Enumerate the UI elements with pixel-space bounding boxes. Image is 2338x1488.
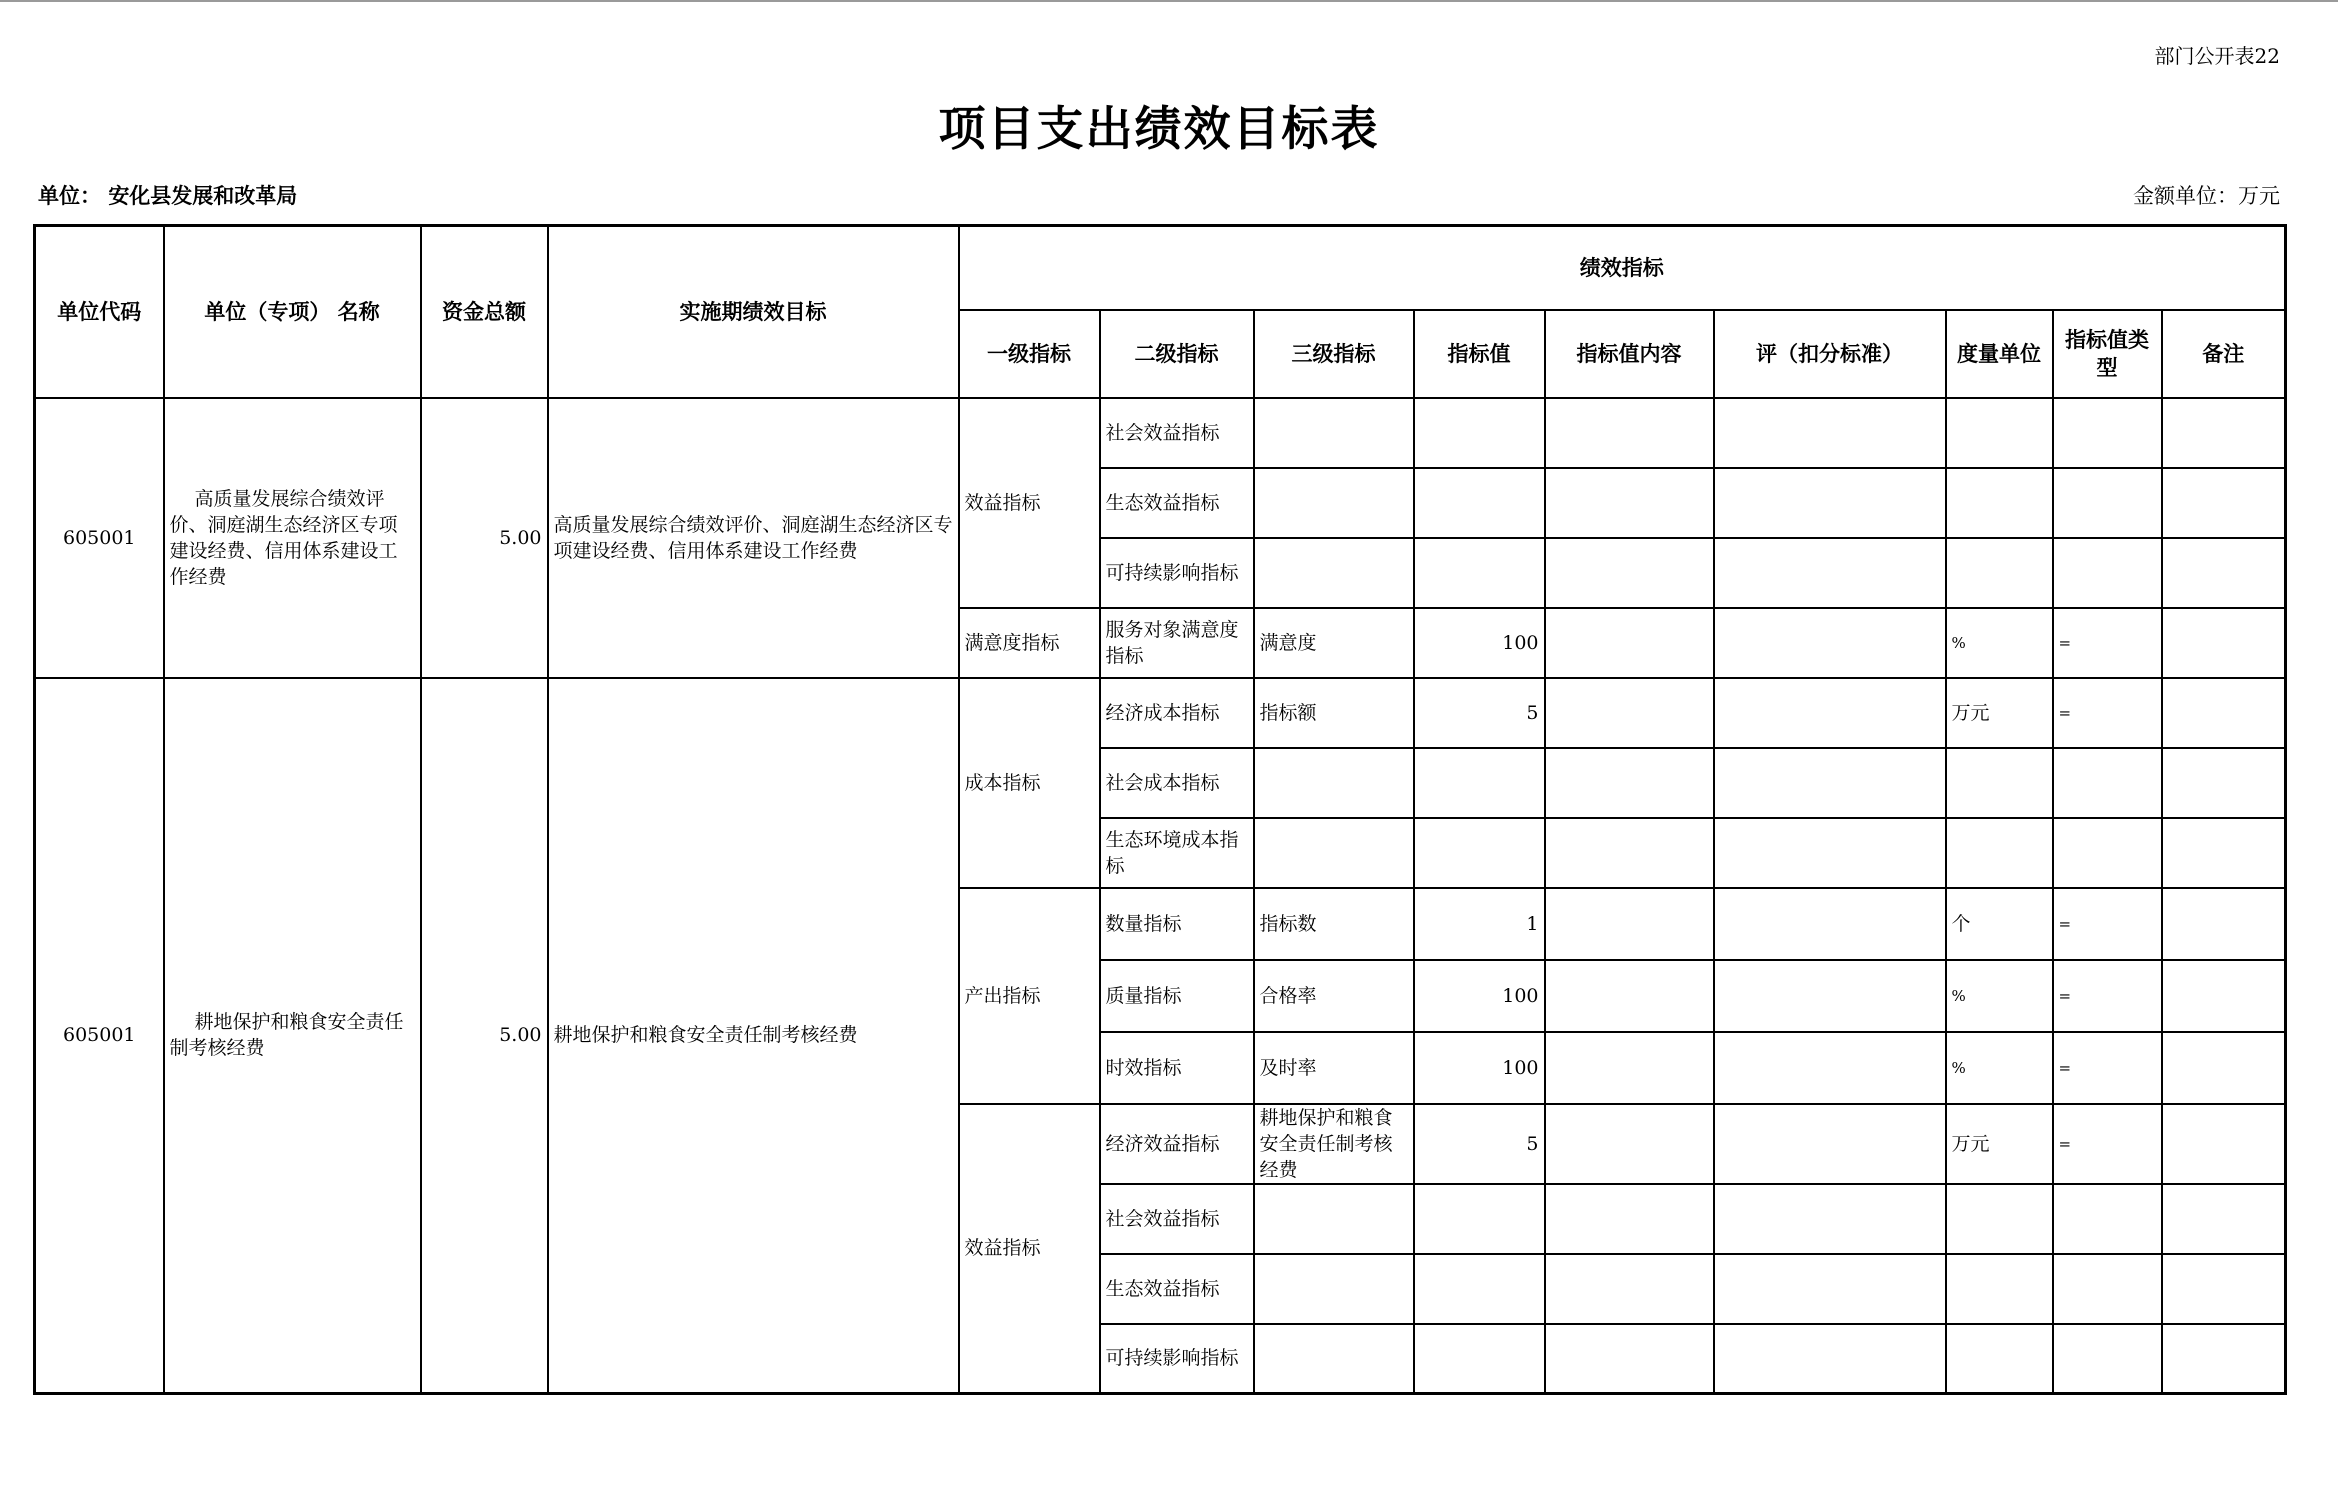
value-type-cell: = bbox=[2053, 1032, 2162, 1104]
level3-cell: 耕地保护和粮食安全责任制考核经费 bbox=[1254, 1104, 1414, 1184]
level3-cell bbox=[1254, 818, 1414, 888]
remark-cell bbox=[2162, 1184, 2286, 1254]
remark-cell bbox=[2162, 888, 2286, 960]
header-goal: 实施期绩效目标 bbox=[548, 226, 959, 398]
level3-cell bbox=[1254, 1184, 1414, 1254]
level3-cell bbox=[1254, 468, 1414, 538]
measure-unit-cell bbox=[1946, 398, 2053, 468]
level1-cell: 成本指标 bbox=[959, 678, 1100, 888]
remark-cell bbox=[2162, 818, 2286, 888]
remark-cell bbox=[2162, 1104, 2286, 1184]
value-content-cell bbox=[1545, 538, 1714, 608]
level2-cell: 生态效益指标 bbox=[1100, 1254, 1254, 1324]
value-content-cell bbox=[1545, 748, 1714, 818]
goal-cell: 耕地保护和粮食安全责任制考核经费 bbox=[548, 678, 959, 1394]
scoring-cell bbox=[1714, 1184, 1946, 1254]
remark-cell bbox=[2162, 1324, 2286, 1394]
top-border-line bbox=[0, 0, 2338, 2]
value-type-cell bbox=[2053, 1254, 2162, 1324]
level3-cell: 满意度 bbox=[1254, 608, 1414, 678]
value-cell bbox=[1414, 398, 1545, 468]
value-cell bbox=[1414, 538, 1545, 608]
value-type-cell bbox=[2053, 818, 2162, 888]
header-indicators: 绩效指标 bbox=[959, 226, 2286, 310]
header-scoring: 评（扣分标准） bbox=[1714, 310, 1946, 398]
value-type-cell: = bbox=[2053, 960, 2162, 1032]
unit-name-cell: 耕地保护和粮食安全责任制考核经费 bbox=[164, 678, 421, 1394]
measure-unit-cell: 万元 bbox=[1946, 678, 2053, 748]
value-cell: 100 bbox=[1414, 1032, 1545, 1104]
scoring-cell bbox=[1714, 468, 1946, 538]
goal-cell: 高质量发展综合绩效评价、洞庭湖生态经济区专项建设经费、信用体系建设工作经费 bbox=[548, 398, 959, 678]
value-content-cell bbox=[1545, 678, 1714, 748]
level2-cell: 社会效益指标 bbox=[1100, 1184, 1254, 1254]
value-content-cell bbox=[1545, 1254, 1714, 1324]
measure-unit-cell bbox=[1946, 748, 2053, 818]
measure-unit-cell bbox=[1946, 818, 2053, 888]
value-cell bbox=[1414, 748, 1545, 818]
level2-cell: 生态环境成本指标 bbox=[1100, 818, 1254, 888]
header-level3: 三级指标 bbox=[1254, 310, 1414, 398]
remark-cell bbox=[2162, 748, 2286, 818]
measure-unit-cell bbox=[1946, 1324, 2053, 1394]
level1-cell: 效益指标 bbox=[959, 1104, 1100, 1394]
remark-cell bbox=[2162, 678, 2286, 748]
value-cell bbox=[1414, 1254, 1545, 1324]
remark-cell bbox=[2162, 398, 2286, 468]
level2-cell: 可持续影响指标 bbox=[1100, 538, 1254, 608]
value-content-cell bbox=[1545, 1104, 1714, 1184]
level3-cell: 指标额 bbox=[1254, 678, 1414, 748]
scoring-cell bbox=[1714, 1032, 1946, 1104]
value-type-cell: = bbox=[2053, 608, 2162, 678]
value-cell: 1 bbox=[1414, 888, 1545, 960]
measure-unit-cell: 万元 bbox=[1946, 1104, 2053, 1184]
header-unit-name: 单位（专项） 名称 bbox=[164, 226, 421, 398]
level2-cell: 时效指标 bbox=[1100, 1032, 1254, 1104]
scoring-cell bbox=[1714, 818, 1946, 888]
level3-cell: 及时率 bbox=[1254, 1032, 1414, 1104]
level1-cell: 满意度指标 bbox=[959, 608, 1100, 678]
scoring-cell bbox=[1714, 608, 1946, 678]
level2-cell: 经济效益指标 bbox=[1100, 1104, 1254, 1184]
level2-cell: 经济成本指标 bbox=[1100, 678, 1254, 748]
level3-cell bbox=[1254, 1324, 1414, 1394]
unit-line bbox=[38, 180, 297, 210]
value-type-cell bbox=[2053, 748, 2162, 818]
value-cell bbox=[1414, 1184, 1545, 1254]
value-type-cell bbox=[2053, 468, 2162, 538]
level1-cell: 产出指标 bbox=[959, 888, 1100, 1104]
value-type-cell bbox=[2053, 398, 2162, 468]
header-total-funds: 资金总额 bbox=[421, 226, 548, 398]
scoring-cell bbox=[1714, 888, 1946, 960]
measure-unit-cell: % bbox=[1946, 1032, 2053, 1104]
value-cell: 5 bbox=[1414, 678, 1545, 748]
value-content-cell bbox=[1545, 608, 1714, 678]
scoring-cell bbox=[1714, 1104, 1946, 1184]
level2-cell: 质量指标 bbox=[1100, 960, 1254, 1032]
unit-code-cell: 605001 bbox=[35, 678, 164, 1394]
header-level2: 二级指标 bbox=[1100, 310, 1254, 398]
header-measure-unit: 度量单位 bbox=[1946, 310, 2053, 398]
unit-name: 安化县发展和改革局 bbox=[108, 184, 298, 208]
value-content-cell bbox=[1545, 1032, 1714, 1104]
value-content-cell bbox=[1545, 468, 1714, 538]
scoring-cell bbox=[1714, 960, 1946, 1032]
measure-unit-cell: 个 bbox=[1946, 888, 2053, 960]
scoring-cell bbox=[1714, 538, 1946, 608]
value-type-cell bbox=[2053, 538, 2162, 608]
value-type-cell: = bbox=[2053, 678, 2162, 748]
remark-cell bbox=[2162, 1254, 2286, 1324]
header-value: 指标值 bbox=[1414, 310, 1545, 398]
measure-unit-cell bbox=[1946, 538, 2053, 608]
unit-code-cell: 605001 bbox=[35, 398, 164, 678]
performance-table bbox=[33, 224, 2287, 1395]
level3-cell bbox=[1254, 748, 1414, 818]
value-content-cell bbox=[1545, 818, 1714, 888]
measure-unit-cell: % bbox=[1946, 608, 2053, 678]
funds-cell: 5.00 bbox=[421, 398, 548, 678]
value-cell: 100 bbox=[1414, 960, 1545, 1032]
value-cell: 5 bbox=[1414, 1104, 1545, 1184]
value-content-cell bbox=[1545, 1184, 1714, 1254]
level3-cell bbox=[1254, 398, 1414, 468]
table-number: 部门公开表22 bbox=[2154, 44, 2280, 68]
value-type-cell bbox=[2053, 1184, 2162, 1254]
header-remark: 备注 bbox=[2162, 310, 2286, 398]
level2-cell: 社会效益指标 bbox=[1100, 398, 1254, 468]
value-content-cell bbox=[1545, 960, 1714, 1032]
unit-name-cell: 高质量发展综合绩效评价、洞庭湖生态经济区专项建设经费、信用体系建设工作经费 bbox=[164, 398, 421, 678]
header-value-type: 指标值类型 bbox=[2053, 310, 2162, 398]
header-value-content: 指标值内容 bbox=[1545, 310, 1714, 398]
level2-cell: 可持续影响指标 bbox=[1100, 1324, 1254, 1394]
remark-cell bbox=[2162, 538, 2286, 608]
table-row bbox=[35, 678, 2286, 748]
level2-cell: 数量指标 bbox=[1100, 888, 1254, 960]
remark-cell bbox=[2162, 468, 2286, 538]
level3-cell: 合格率 bbox=[1254, 960, 1414, 1032]
value-type-cell bbox=[2053, 1324, 2162, 1394]
measure-unit-cell bbox=[1946, 468, 2053, 538]
header-level1: 一级指标 bbox=[959, 310, 1100, 398]
unit-label: 单位： bbox=[38, 184, 101, 208]
scoring-cell bbox=[1714, 1324, 1946, 1394]
remark-cell bbox=[2162, 1032, 2286, 1104]
table-row bbox=[35, 398, 2286, 468]
scoring-cell bbox=[1714, 398, 1946, 468]
measure-unit-cell: % bbox=[1946, 960, 2053, 1032]
measure-unit-cell bbox=[1946, 1184, 2053, 1254]
value-type-cell: = bbox=[2053, 1104, 2162, 1184]
header-unit-code: 单位代码 bbox=[35, 226, 164, 398]
level3-cell bbox=[1254, 538, 1414, 608]
funds-cell: 5.00 bbox=[421, 678, 548, 1394]
level3-cell: 指标数 bbox=[1254, 888, 1414, 960]
value-content-cell bbox=[1545, 888, 1714, 960]
scoring-cell bbox=[1714, 748, 1946, 818]
level3-cell bbox=[1254, 1254, 1414, 1324]
level1-cell: 效益指标 bbox=[959, 398, 1100, 608]
value-cell: 100 bbox=[1414, 608, 1545, 678]
level2-cell: 生态效益指标 bbox=[1100, 468, 1254, 538]
remark-cell bbox=[2162, 608, 2286, 678]
value-cell bbox=[1414, 468, 1545, 538]
remark-cell bbox=[2162, 960, 2286, 1032]
amount-unit: 金额单位：万元 bbox=[2133, 184, 2280, 208]
value-cell bbox=[1414, 1324, 1545, 1394]
measure-unit-cell bbox=[1946, 1254, 2053, 1324]
value-content-cell bbox=[1545, 1324, 1714, 1394]
value-type-cell: = bbox=[2053, 888, 2162, 960]
value-cell bbox=[1414, 818, 1545, 888]
level2-cell: 服务对象满意度指标 bbox=[1100, 608, 1254, 678]
scoring-cell bbox=[1714, 678, 1946, 748]
scoring-cell bbox=[1714, 1254, 1946, 1324]
level2-cell: 社会成本指标 bbox=[1100, 748, 1254, 818]
value-content-cell bbox=[1545, 398, 1714, 468]
page-title: 项目支出绩效目标表 bbox=[938, 102, 1380, 157]
